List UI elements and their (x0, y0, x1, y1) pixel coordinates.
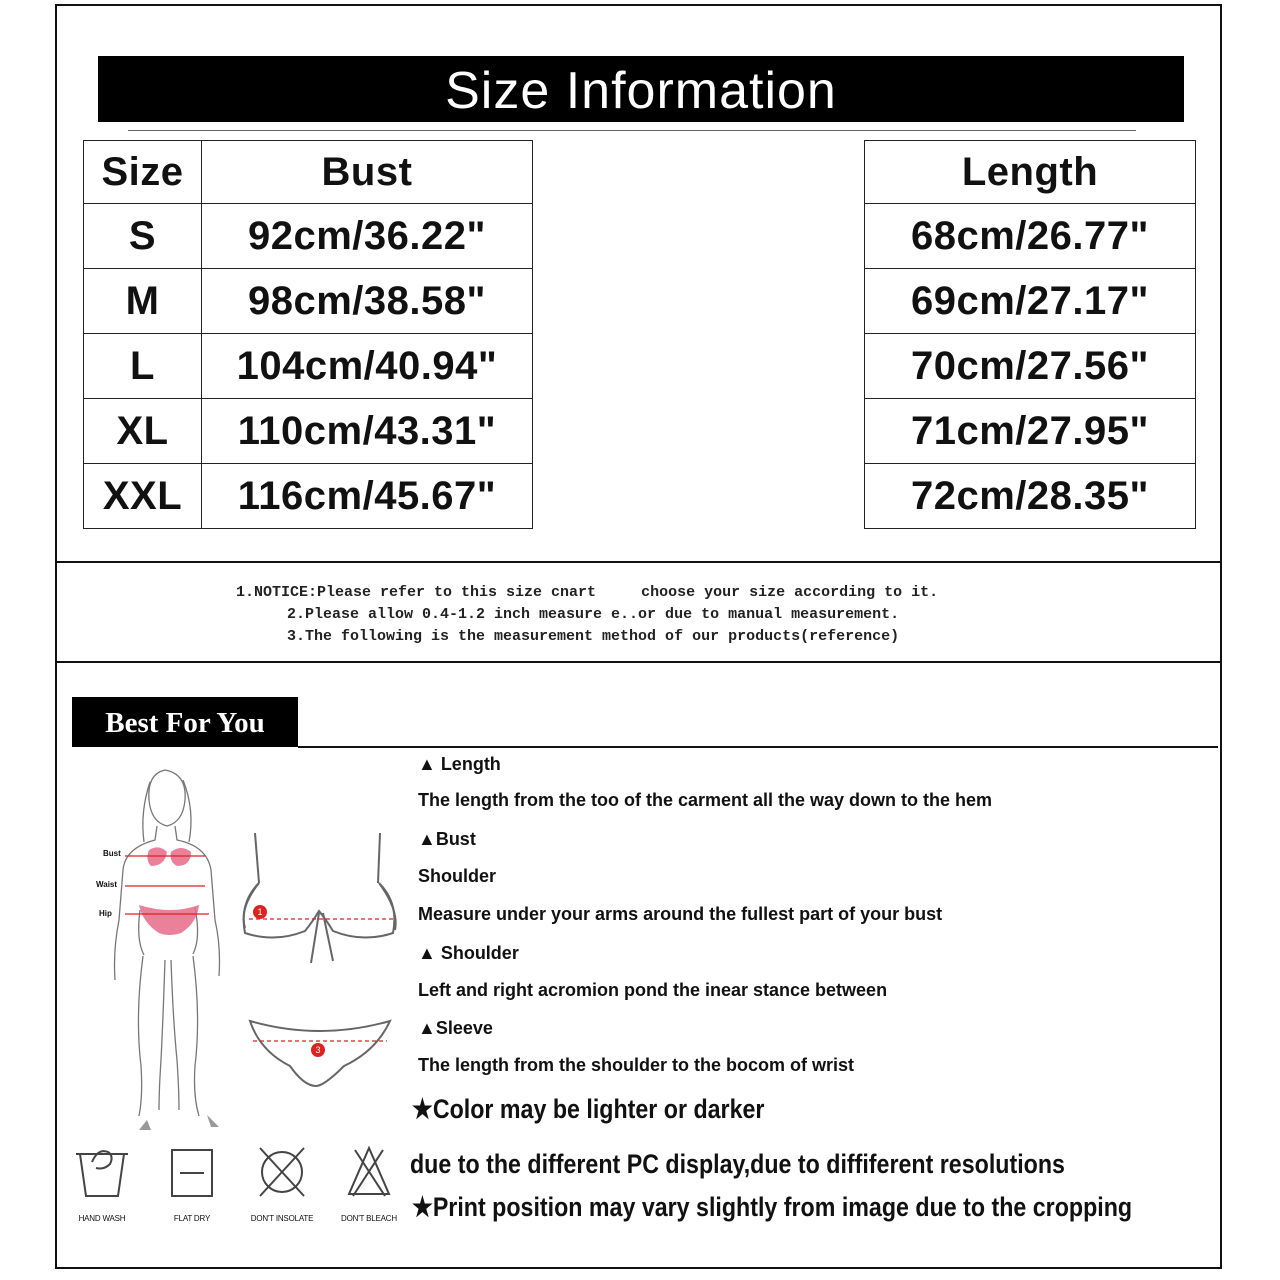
hand-wash-label: HAND WASH (78, 1214, 126, 1223)
bust-cell: 110cm/43.31" (202, 399, 533, 464)
length-cell: 72cm/28.35" (865, 464, 1196, 529)
page-title: Size Information (98, 56, 1184, 122)
bottoms-marker-number: 3 (315, 1045, 321, 1055)
bra-marker-number: 1 (257, 907, 263, 917)
size-cell: S (84, 204, 202, 269)
desc-sleeve-text: The length from the shoulder to the bocom of wrist (418, 1055, 854, 1075)
length-cell: 68cm/26.77" (865, 204, 1196, 269)
size-cell: XXL (84, 464, 202, 529)
notice-line-1: 1.NOTICE:Please refer to this size cnart choose your size according to it. (236, 584, 939, 601)
size-cell: L (84, 334, 202, 399)
display-warning: due to the different PC display,due to diffiferent resolutions (410, 1149, 1065, 1179)
notice-line-3: 3.The following is the measurement method of our products(reference) (287, 628, 900, 645)
desc-bust-text: Measure under your arms around the fullest part of your bust (418, 904, 943, 924)
color-warning: ★Color may be lighter or darker (412, 1094, 765, 1124)
do-not-bleach-icon (329, 1140, 409, 1200)
bust-label: Bust (103, 849, 121, 858)
size-table-right (864, 140, 1196, 529)
length-cell: 69cm/27.17" (865, 269, 1196, 334)
length-cell: 70cm/27.56" (865, 334, 1196, 399)
length-cell: 71cm/27.95" (865, 399, 1196, 464)
bust-cell: 116cm/45.67" (202, 464, 533, 529)
header-bust: Bust (202, 141, 533, 204)
section-divider (57, 561, 1220, 563)
do-not-insolate-icon (242, 1140, 322, 1200)
desc-length-text: The length from the too of the carment all the way down to the hem (418, 790, 993, 810)
do-not-insolate-label: DON'T INSOLATE (250, 1214, 314, 1223)
table-row (84, 399, 533, 464)
notice-line-2: 2.Please allow 0.4-1.2 inch measure e..or due to manual measurement. (287, 606, 900, 623)
bust-cell: 92cm/36.22" (202, 204, 533, 269)
waist-label: Waist (96, 880, 118, 889)
print-warning: ★Print position may vary slightly from image due to the cropping (412, 1192, 1133, 1222)
size-cell: M (84, 269, 202, 334)
do-not-bleach-label: DON'T BLEACH (341, 1214, 397, 1223)
table-row (84, 269, 533, 334)
table-row (84, 334, 533, 399)
desc-shoulder-text: Left and right acromion pond the inear stance between (418, 980, 888, 1000)
desc-bust-heading: ▲Bust (418, 829, 476, 849)
heading-rule (298, 746, 1218, 748)
size-cell: XL (84, 399, 202, 464)
flat-dry-label: FLAT DRY (173, 1214, 211, 1223)
bottoms-illustration (245, 1013, 395, 1088)
table-row (84, 464, 533, 529)
desc-length-heading: ▲ Length (418, 754, 501, 774)
desc-shoulder-label: Shoulder (418, 866, 497, 886)
bust-cell: 98cm/38.58" (202, 269, 533, 334)
header-length: Length (865, 141, 1196, 204)
desc-shoulder-heading: ▲ Shoulder (418, 943, 519, 963)
hip-label: Hip (99, 909, 112, 918)
bra-illustration (235, 828, 405, 968)
hand-wash-icon (62, 1140, 142, 1200)
model-figure-illustration (95, 760, 245, 1130)
desc-sleeve-heading: ▲Sleeve (418, 1018, 493, 1038)
best-for-you-heading: Best For You (72, 697, 298, 747)
section-divider (57, 661, 1220, 663)
size-table-left (83, 140, 533, 529)
header-size: Size (84, 141, 202, 204)
title-underline (128, 130, 1136, 131)
table-row (84, 204, 533, 269)
flat-dry-icon (152, 1140, 232, 1200)
bust-cell: 104cm/40.94" (202, 334, 533, 399)
